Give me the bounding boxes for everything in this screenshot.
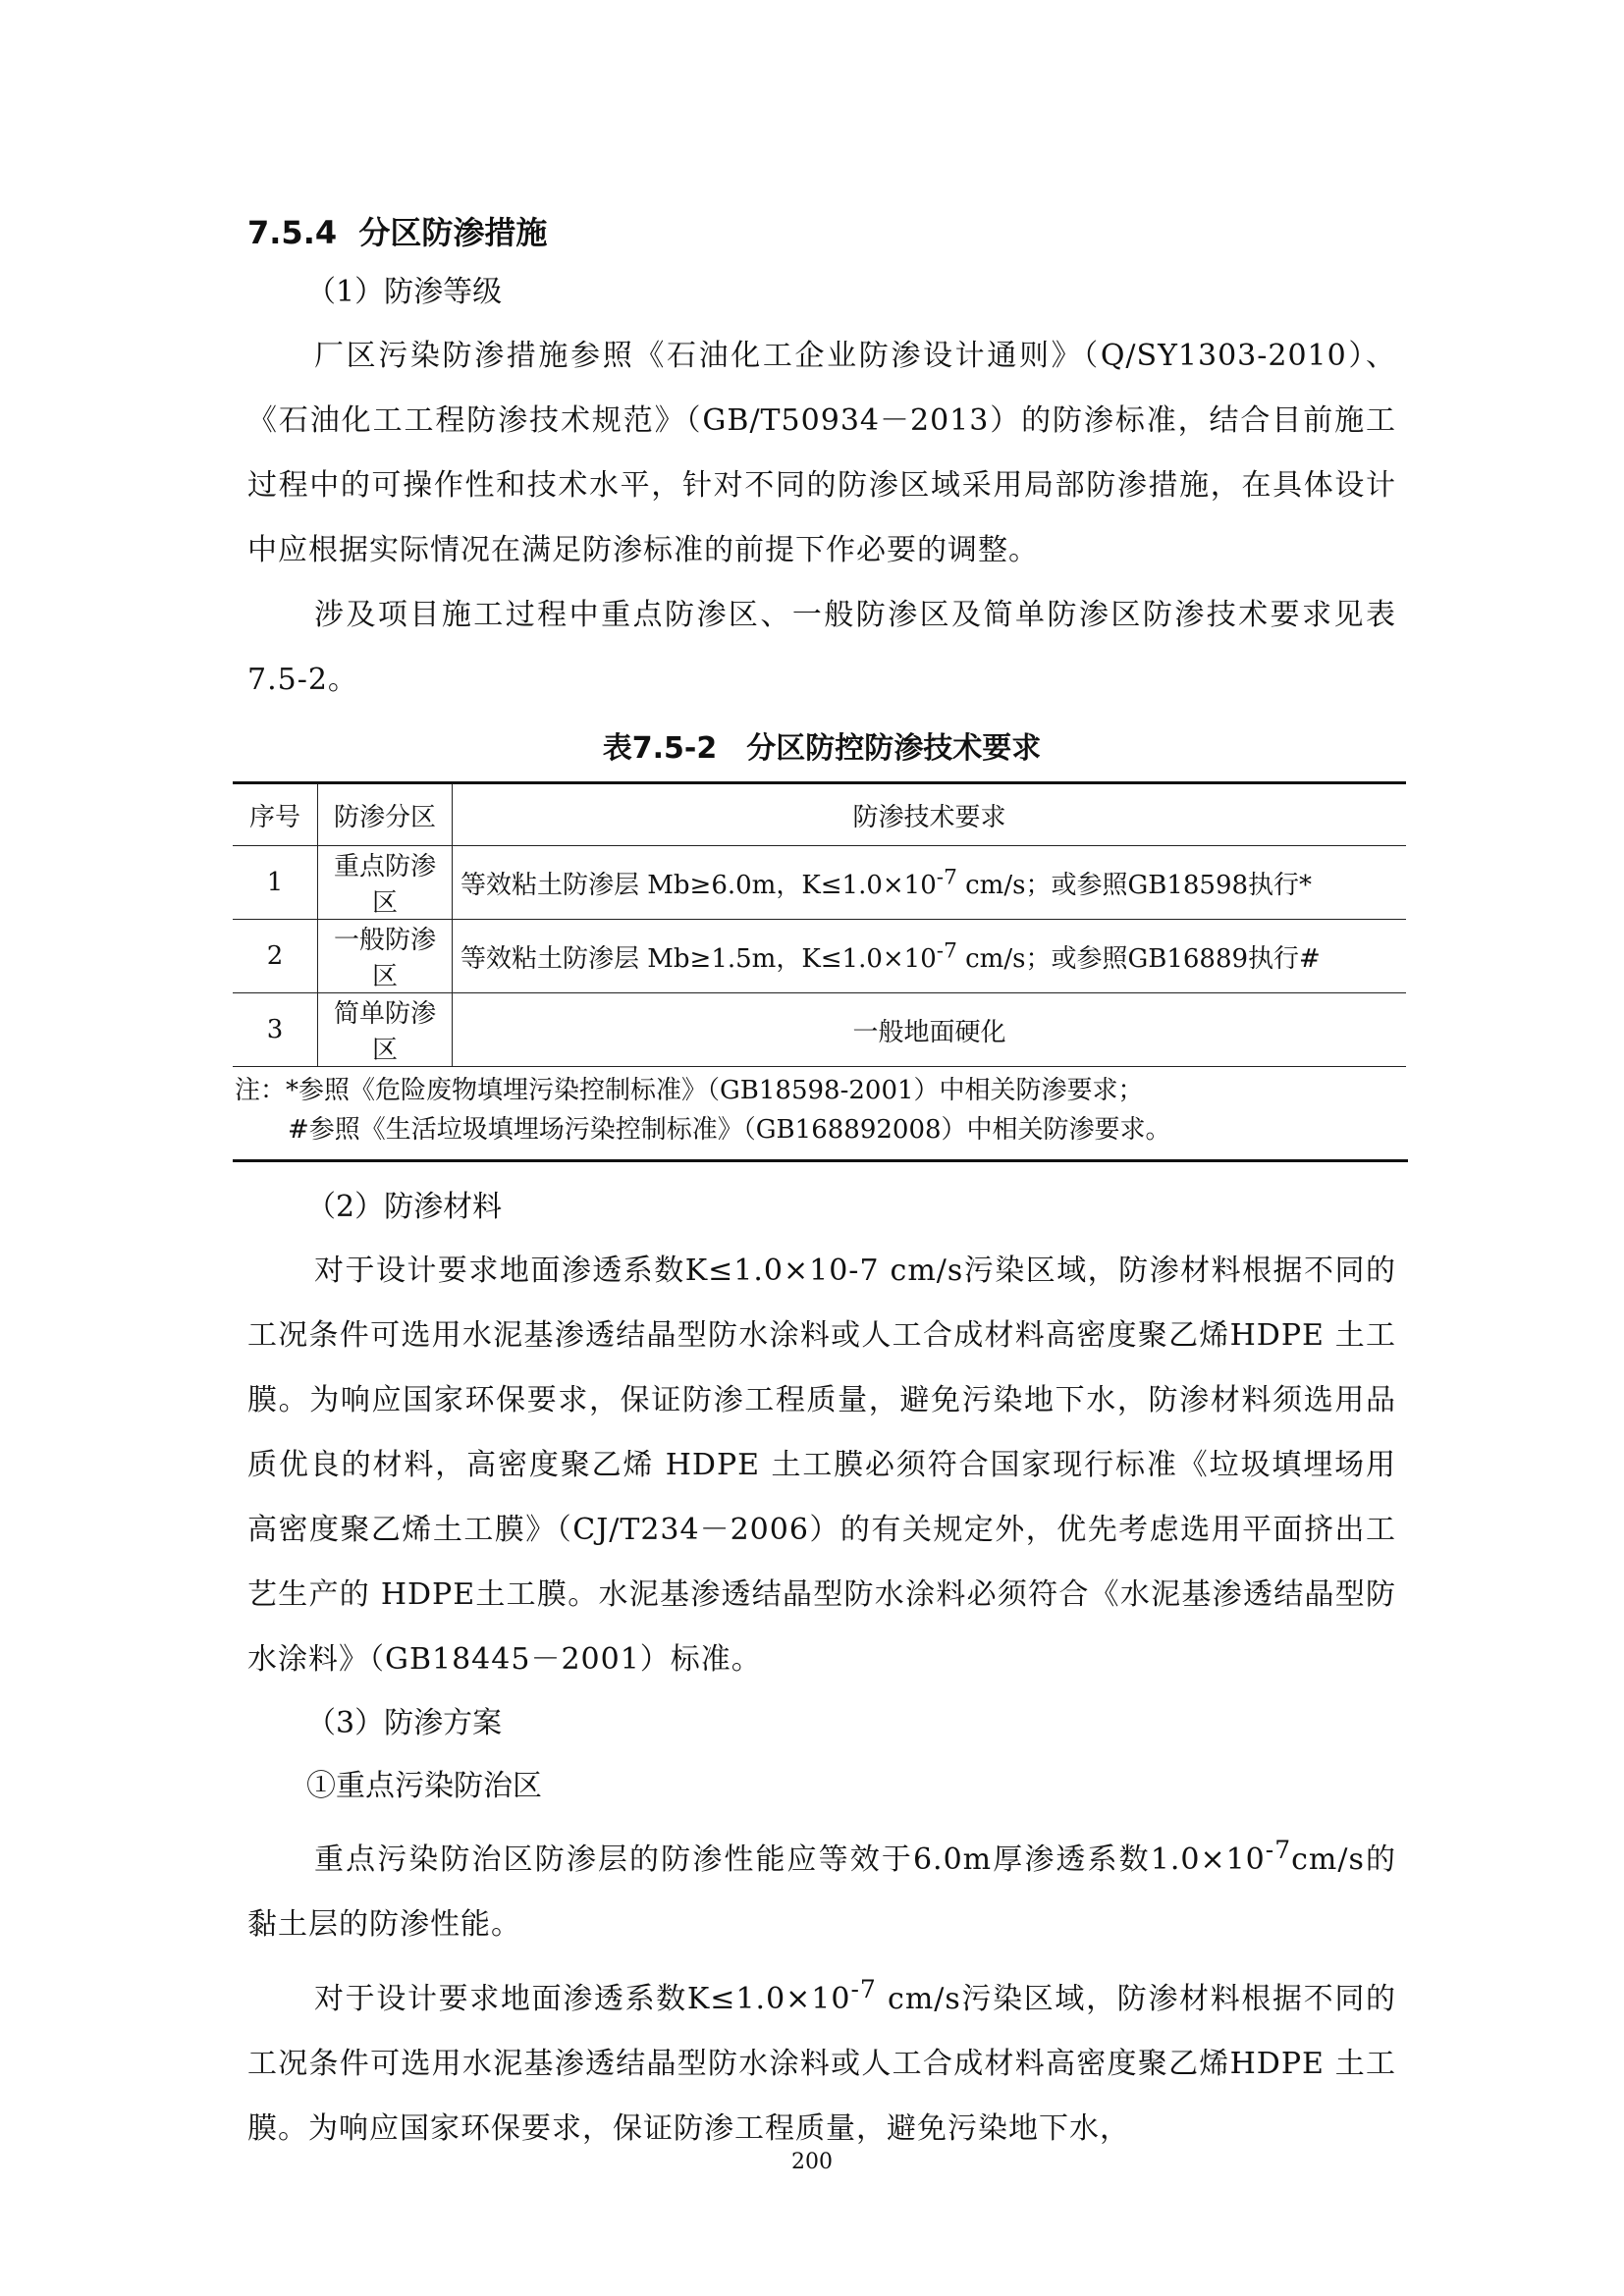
requirement-text-suffix: cm/s；或参照GB18598执行*	[956, 870, 1313, 900]
paragraph-standards: 厂区污染防渗措施参照《石油化工企业防渗设计通则》（Q/SY1303-2010）、《石油化工工程防渗技术规范》（GB/T50934－2013）的防渗标准，结合目前施工过程中的可操作性和技术水平，针对不同的防渗区域采用局部防渗措施，在具体设计中应根据实际情况在满足防渗标准的前提下作必要的调整。	[247, 339, 1396, 567]
column-header-requirement: 防渗技术要求	[453, 783, 1407, 846]
exponent: -7	[1265, 1836, 1292, 1864]
row-number: 3	[233, 993, 318, 1067]
note-line-1: 注：*参照《危险废物填埋污染控制标准》（GB18598-2001）中相关防渗要求；	[235, 1076, 1144, 1105]
row-requirement	[453, 920, 1407, 993]
note-line-2: #参照《生活垃圾填埋场污染控制标准》（GB168892008）中相关防渗要求。	[288, 1115, 1171, 1145]
subsection-heading-1: （1）防渗等级	[306, 275, 503, 309]
table-row	[233, 993, 1406, 1067]
row-requirement: 一般地面硬化	[453, 993, 1407, 1067]
text-segment: 重点污染防治区防渗层的防渗性能应等效于6.0m厚渗透系数1.0×10	[314, 1842, 1266, 1877]
section-heading	[247, 204, 1396, 261]
key-zone-heading: ①重点污染防治区	[306, 1769, 542, 1803]
section-title: 分区防渗措施	[358, 214, 548, 251]
requirement-text-suffix: cm/s；或参照GB16889执行#	[956, 943, 1321, 974]
column-header-zone: 防渗分区	[318, 783, 453, 846]
table-row	[233, 920, 1406, 993]
subsection-heading-3: （3）防渗方案	[306, 1706, 503, 1740]
exponent: -7	[850, 1975, 877, 2003]
exponent: -7	[936, 864, 957, 889]
subsection-heading-2: （2）防渗材料	[306, 1190, 503, 1224]
seepage-requirements-table	[233, 781, 1406, 1067]
requirement-text: 等效粘土防渗层 Mb≥1.5m，K≤1.0×10	[460, 943, 937, 974]
row-zone: 重点防渗区	[318, 846, 453, 920]
paragraph-table-reference: 涉及项目施工过程中重点防渗区、一般防渗区及简单防渗区防渗技术要求见表7.5-2。	[247, 598, 1396, 697]
row-number: 2	[233, 920, 318, 993]
column-header-number: 序号	[233, 783, 318, 846]
row-number: 1	[233, 846, 318, 920]
table-note	[233, 1067, 1408, 1162]
row-zone: 简单防渗区	[318, 993, 453, 1067]
page-content	[235, 204, 1396, 2162]
page-number: 200	[791, 2150, 833, 2174]
requirement-text: 等效粘土防渗层 Mb≥6.0m，K≤1.0×10	[460, 870, 937, 900]
paragraph-key-zone-materials	[247, 1957, 1396, 2162]
paragraph-materials: 对于设计要求地面渗透系数K≤1.0×10-7 cm/s污染区域，防渗材料根据不同的工况条件可选用水泥基渗透结晶型防水涂料或人工合成材料高密度聚乙烯HDPE 土工膜。为响应国家环保要求，保证防渗工程质量，避免污染地下水，防渗材料须选用品质优良的材料，高密度聚乙烯 HDPE 土工膜必须符合国家现行标准《垃圾填埋场用高密度聚乙烯土工膜》（CJ/T234－2006）的有关规定外，优先考虑选用平面挤出工艺生产的 HDPE土工膜。水泥基渗透结晶型防水涂料必须符合《水泥基渗透结晶型防水涂料》（GB18445－2001）标准。	[247, 1254, 1396, 1677]
text-segment: cm/s污染区域，防渗材料根据不同的工况条件可选用水泥基渗透结晶型防水涂料或人工合成材料高密度聚乙烯HDPE 土工膜。为响应国家环保要求，保证防渗工程质量，避免污染地下水，	[247, 1982, 1396, 2146]
exponent: -7	[936, 937, 957, 963]
section-number: 7.5.4	[247, 214, 338, 251]
table-row	[233, 846, 1406, 920]
row-zone: 一般防渗区	[318, 920, 453, 993]
paragraph-key-zone-performance	[247, 1818, 1396, 1957]
row-requirement	[453, 846, 1407, 920]
table-header-row	[233, 783, 1406, 846]
text-segment: cm/s的黏土层的防渗性能。	[247, 1842, 1396, 1942]
text-segment: 对于设计要求地面渗透系数K≤1.0×10	[314, 1982, 851, 2016]
table-caption: 表7.5-2 分区防控防渗技术要求	[602, 731, 1042, 766]
